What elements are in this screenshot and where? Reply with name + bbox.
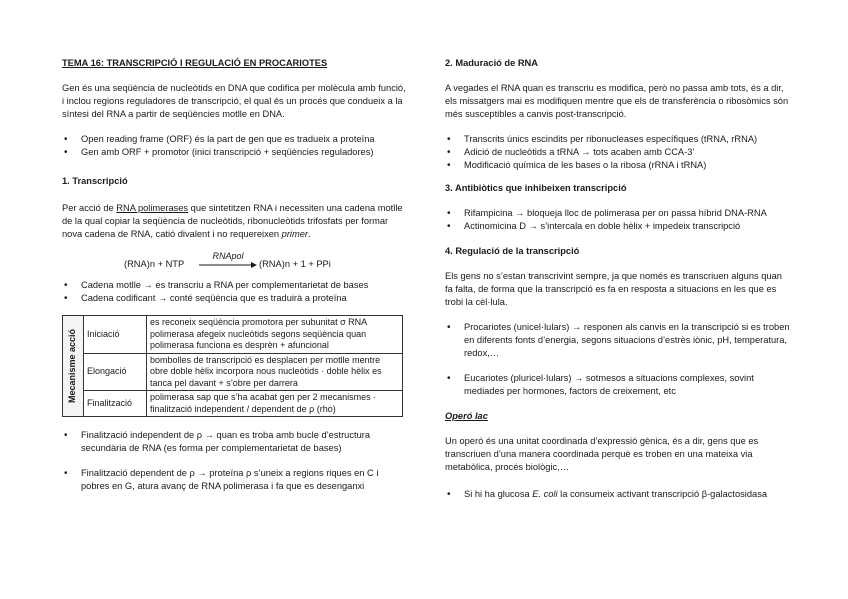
maduracio-paragraph: A vegades el RNA quan es transcriu es modifica, però no passa amb tots, és a dir, els missatgers mai es modifiquen mentre que els de transferència o ribosòmics són més susceptibles a canvis post-transcripció. <box>445 83 789 119</box>
list-item: • Cadena motlle → es transcriu a RNA per complementarietat de bases <box>62 279 408 292</box>
equation-reactants: (RNA)n + NTP <box>124 259 185 269</box>
section-heading-transcripcio: 1. Transcripció <box>62 176 128 186</box>
list-item: • Rifampicina → bloqueja lloc de polimerasa per on passa híbrid DNA-RNA <box>445 207 790 220</box>
stage-label: Iniciació <box>84 316 147 354</box>
operon-paragraph: Un operó és una unitat coordinada d’expressió gènica, és a dir, gens que es transcriuen d’una manera coordinada perquè es troben en una mateixa via metabòlica, procés biològic,… <box>445 436 759 472</box>
page-title: TEMA 16: TRANSCRIPCIÓ I REGULACIÓ EN PROCARIOTES <box>62 58 328 68</box>
orf-list <box>62 133 408 159</box>
equation-products: (RNA)n + 1 + PPi <box>259 259 331 269</box>
antibiotics-list <box>445 207 790 233</box>
list-item: • Modificació química de les bases o la ribosa (rRNA i tRNA) <box>445 159 790 172</box>
stage-description: polimerasa sap que s’ha acabat gen per 2 mecanismes · finalització independent / dependent de ρ (rho) <box>147 391 403 417</box>
table-row <box>63 316 403 354</box>
cadena-list <box>62 279 408 305</box>
enzyme-label: RNApol <box>212 251 244 261</box>
table-row <box>63 391 403 417</box>
stage-label: Finalització <box>84 391 147 417</box>
list-item: • Eucariotes (pluricel·lulars) → sotmesos a situacions complexes, sovint mediades per hormones, factors de creixement, etc <box>445 372 790 398</box>
operon-heading: Operó lac <box>445 411 488 421</box>
maduracio-list <box>445 133 790 172</box>
section-heading-maduracio: 2. Maduració de RNA <box>445 58 538 68</box>
rna-polimerases-term: RNA polimerases <box>116 203 189 213</box>
reaction-arrow <box>199 251 257 269</box>
procariotes-list <box>445 321 790 360</box>
reaction-equation <box>62 248 408 274</box>
list-item: • Finalització dependent de ρ → proteïna ρ s’uneix a regions riques en C i pobres en G, atura avanç de RNA polimerasa i fa que es desenganxi <box>62 467 408 493</box>
regulacio-paragraph: Els gens no s’estan transcrivint sempre, ja que només es transcriuen alguns quan fa falta, de forma que la transcripció es fa en resposta a situacions en les que es trobi la cèl·lula. <box>445 271 782 307</box>
list-item: • Adició de nucleòtids a tRNA → tots acaben amb CCA-3’ <box>445 146 790 159</box>
left-column <box>62 52 408 493</box>
stage-description: es reconeix seqüència promotora per subunitat σ RNA polimerasa afegeix nucleòtids segons seqüència quan polimerasa funciona es desprèn + afuncional <box>147 316 403 354</box>
stage-label: Elongació <box>84 353 147 391</box>
right-column <box>445 52 790 501</box>
list-item: • Cadena codificant → conté seqüència que es traduirà a proteïna <box>62 292 408 305</box>
finalitzacio-list <box>62 429 408 493</box>
mechanism-table <box>62 315 403 417</box>
operon-list <box>445 488 790 501</box>
intro-paragraph: Gen és una seqüència de nucleòtids en DNA que codifica per molècula amb funció, i inclou regions reguladores de transcripció, el qual és un procés que condueix a la síntesi del RNA a partir de seqüències motlle en DNA. <box>62 83 406 119</box>
transcripcio-paragraph: Per acció de RNA polimerases que sintetitzen RNA i necessiten una cadena motlle de la qual copiar la seqüència de nucleòtids, ribonucleòtids trifosfats per formar nova cadena de RNA, catió divalent i no requereixen primer. <box>62 203 403 239</box>
list-item: • Transcrits únics escindits per ribonucleases específiques (tRNA, rRNA) <box>445 133 790 146</box>
list-item: • Finalització independent de ρ → quan es troba amb bucle d’estructura secundària de RNA (es forma per complementarietat de bases) <box>62 429 408 455</box>
eucariotes-list <box>445 372 790 398</box>
section-heading-antibiotics: 3. Antibiòtics que inhibeixen transcripció <box>445 183 627 193</box>
table-row <box>63 353 403 391</box>
list-item: • Si hi ha glucosa E. coli la consumeix activant transcripció β-galactosidasa <box>445 488 790 501</box>
list-item: • Gen amb ORF + promotor (inici transcripció + seqüències reguladores) <box>62 146 408 159</box>
list-item: • Actinomicina D → s’intercala en doble hèlix + impedeix transcripció <box>445 220 790 233</box>
list-item: • Open reading frame (ORF) és la part de gen que es tradueix a proteïna <box>62 133 408 146</box>
section-heading-regulacio: 4. Regulació de la transcripció <box>445 246 580 256</box>
table-side-label: Mecanisme acció <box>63 316 84 417</box>
list-item: • Procariotes (unicel·lulars) → responen als canvis en la transcripció si es troben en diferents fonts d’energia, segons situacions d’estrès iònic, pH, temperatura, redox,… <box>445 321 790 360</box>
arrow-icon <box>199 261 257 269</box>
stage-description: bombolles de transcripció es desplacen per motlle mentre obre doble hèlix incorpora nous nucleòtids · doble hèlix es tanca pel davant + s’obre per darrera <box>147 353 403 391</box>
